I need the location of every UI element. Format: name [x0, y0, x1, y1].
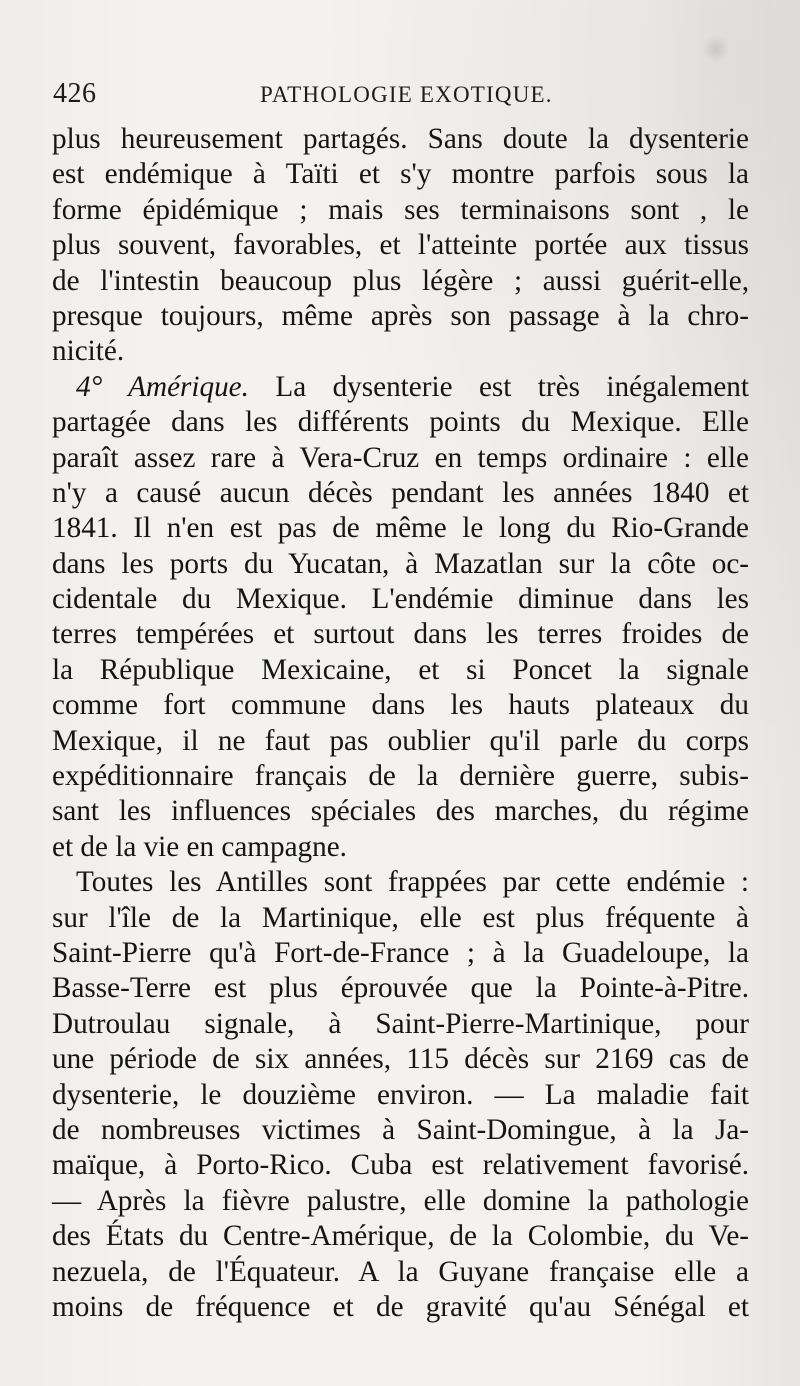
text-line: dysenterie, le douzième environ. — La maladie fait	[52, 1078, 749, 1111]
text-line: forme épidémique ; mais ses terminaisons sont , le	[52, 193, 749, 226]
text-line: Dutroulau signale, à Saint-Pierre-Martinique, pour	[52, 1007, 749, 1040]
text-line: expéditionnaire français de la dernière guerre, subis-	[52, 760, 749, 793]
text-line: cidentale du Mexique. L'endémie diminue dans les	[52, 583, 749, 616]
section-heading: 4° Amérique.	[76, 370, 249, 403]
text-line: terres tempérées et surtout dans les terres froides de	[52, 618, 749, 651]
text-line: et de la vie en campagne.	[52, 830, 347, 863]
text-line: moins de fréquence et de gravité qu'au Sénégal et	[52, 1290, 749, 1323]
text-line: sant les influences spéciales des marches, du régime	[52, 795, 749, 828]
text-line: paraît assez rare à Vera-Cruz en temps ordinaire : elle	[52, 441, 749, 474]
text-line: de l'intestin beaucoup plus légère ; aussi guérit-elle,	[52, 264, 749, 297]
text-line: presque toujours, même après son passage à la chro-	[52, 299, 749, 332]
text-line: Mexique, il ne faut pas oublier qu'il parle du corps	[52, 724, 749, 757]
text-line: est endémique à Taïti et s'y montre parfois sous la	[52, 158, 749, 191]
ink-smudge	[703, 34, 729, 64]
page-header	[53, 78, 753, 114]
text-line: Basse-Terre est plus éprouvée que la Pointe-à-Pitre.	[52, 972, 749, 1005]
running-head: PATHOLOGIE EXOTIQUE.	[260, 82, 553, 107]
text-line: nicité.	[52, 335, 125, 368]
text-line: partagée dans les différents points du Mexique. Elle	[52, 406, 749, 439]
text-line: de nombreuses victimes à Saint-Domingue, à la Ja-	[52, 1113, 749, 1146]
section-line	[52, 370, 749, 405]
section-line-text: La dysenterie est très inégalement	[275, 370, 749, 403]
page-number: 426	[53, 78, 97, 109]
text-line: une période de six années, 115 décès sur 2169 cas de	[52, 1043, 749, 1076]
text-line: Toutes les Antilles sont frappées par cette endémie :	[76, 866, 749, 899]
text-line: la République Mexicaine, et si Poncet la signale	[52, 653, 749, 686]
text-line: — Après la fièvre palustre, elle domine la pathologie	[52, 1184, 749, 1217]
text-line: n'y a causé aucun décès pendant les années 1840 et	[52, 476, 749, 509]
text-line: dans les ports du Yucatan, à Mazatlan sur la côte oc-	[52, 547, 749, 580]
body-text	[52, 122, 749, 1325]
text-line: plus souvent, favorables, et l'atteinte portée aux tissus	[52, 229, 749, 262]
text-line: nezuela, de l'Équateur. A la Guyane française elle a	[52, 1255, 749, 1288]
text-line: plus heureusement partagés. Sans doute la dysenterie	[52, 123, 749, 155]
text-line: des États du Centre-Amérique, de la Colombie, du Ve-	[52, 1220, 749, 1253]
text-line: comme fort commune dans les hauts plateaux du	[52, 689, 749, 722]
text-line: 1841. Il n'en est pas de même le long du Rio-Grande	[52, 512, 749, 545]
text-line: sur l'île de la Martinique, elle est plus fréquente à	[52, 901, 749, 934]
text-line: Saint-Pierre qu'à Fort-de-France ; à la Guadeloupe, la	[52, 936, 749, 969]
text-line: maïque, à Porto-Rico. Cuba est relativement favorisé.	[52, 1149, 749, 1182]
